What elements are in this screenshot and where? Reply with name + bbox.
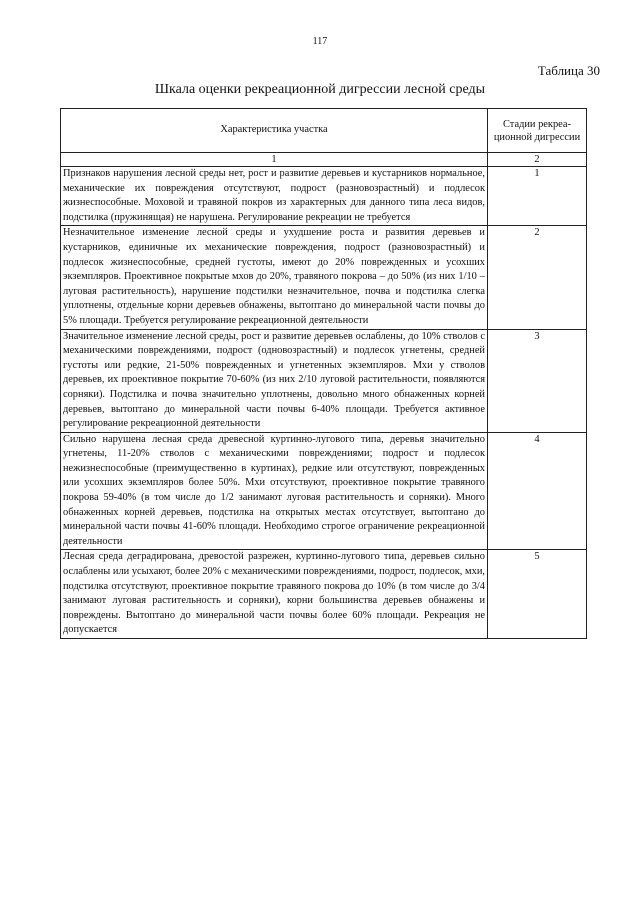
table-label: Таблица 30 <box>537 63 600 78</box>
table-title: Шкала оценки рекреационной дигрессии лесной среды <box>154 82 486 97</box>
header-stage: Стадии рекреа-ционной дигрессии <box>488 109 587 153</box>
header-characteristic: Характеристика участка <box>61 109 488 153</box>
row-description: Сильно нарушена лесная среда древесной куртинно-лугового типа, деревья значительно угнетены, 11-20% стволов с механическими повреждениями; подрост и подлесок нежизнеспособные (преимущественно в куртинах), редкие или отсутствуют, поврежденных или усохших экземпляров более 50%. Мхи отсутствуют, проективное покрытие травяного покрова 59-40% (в том числе до 1/2 занимают луговая растительность и сорняки). Много обнаженных корней деревьев, подстилка на открытых местах отсутствует, вытоптано до минеральной части почвы 41-60% площади. Необходимо строгое ограничение рекреационной деятельности <box>61 432 488 550</box>
table-row <box>61 432 587 550</box>
table-row <box>61 226 587 329</box>
table-row <box>61 329 587 432</box>
row-description: Лесная среда деградирована, древостой разрежен, куртинно-лугового типа, деревьев сильно ослаблены или усыхают, более 20% с механическими повреждениями, подрост, подлесок, мхи, подстилка отсутствуют, проективное покрытие травяного покрова до 10% (в том числе до 3/4 занимают луговая растительность и сорняки), корни большинства деревьев обнажены и повреждены. Вытоптано до минеральной части почвы более 60% площади. Рекреация не допускается <box>61 550 488 639</box>
row-description: Незначительное изменение лесной среды и ухудшение роста и развития деревьев и кустарников, единичные их механические повреждения, подрост (разновозрастный) и подлесок жизнеспособные, средней густоты, имеют до 20% поврежденных и усохших экземпляров. Проективное покрытые мхов до 20%, травяного покрова – до 50% (из них 1/10 – луговая растительность), нарушение подстилки незначительное, почва и подстилка слегка уплотнены, отдельные корни деревьев обнажены, вытоптано до минеральной части почвы до 5% площади. Требуется регулирование рекреационной деятельности <box>61 226 488 329</box>
row-description: Значительное изменение лесной среды, рост и развитие деревьев ослаблены, до 10% стволов с механическими повреждениями, подрост (одновозрастный) и подлесок угнетены, средней густоты или редкие, 21-50% поврежденных и угнетенных экземпляров. Мхи у стволов деревьев, их проективное покрытие 70-60% (из них 2/10 луговой растительности, появляются сорняки). Подстилка и почва значительно уплотнены, довольно много обнаженных корней деревьев, вытоптано до минеральной части почвы 6-40% площади. Требуется активное регулирование рекреационной деятельности <box>61 329 488 432</box>
row-stage: 2 <box>488 226 587 329</box>
page-number: 117 <box>312 36 328 47</box>
row-stage: 5 <box>488 550 587 639</box>
column-number-1: 1 <box>61 153 488 167</box>
column-number-row <box>61 153 587 167</box>
table-row <box>61 550 587 639</box>
row-stage: 4 <box>488 432 587 550</box>
column-number-2: 2 <box>488 153 587 167</box>
row-description: Признаков нарушения лесной среды нет, рост и развитие деревьев и кустарников нормальное, механические их повреждения отсутствуют, подрост (разновозрастный) и подлесок жизнеспособные. Моховой и травяной покров из характерных для данного типа леса видов, подстилка (пружинящая) не нарушена. Регулирование рекреации не требуется <box>61 167 488 226</box>
row-stage: 1 <box>488 167 587 226</box>
recreational-digression-table <box>60 108 587 639</box>
table-header-row <box>61 109 587 153</box>
table-row <box>61 167 587 226</box>
row-stage: 3 <box>488 329 587 432</box>
